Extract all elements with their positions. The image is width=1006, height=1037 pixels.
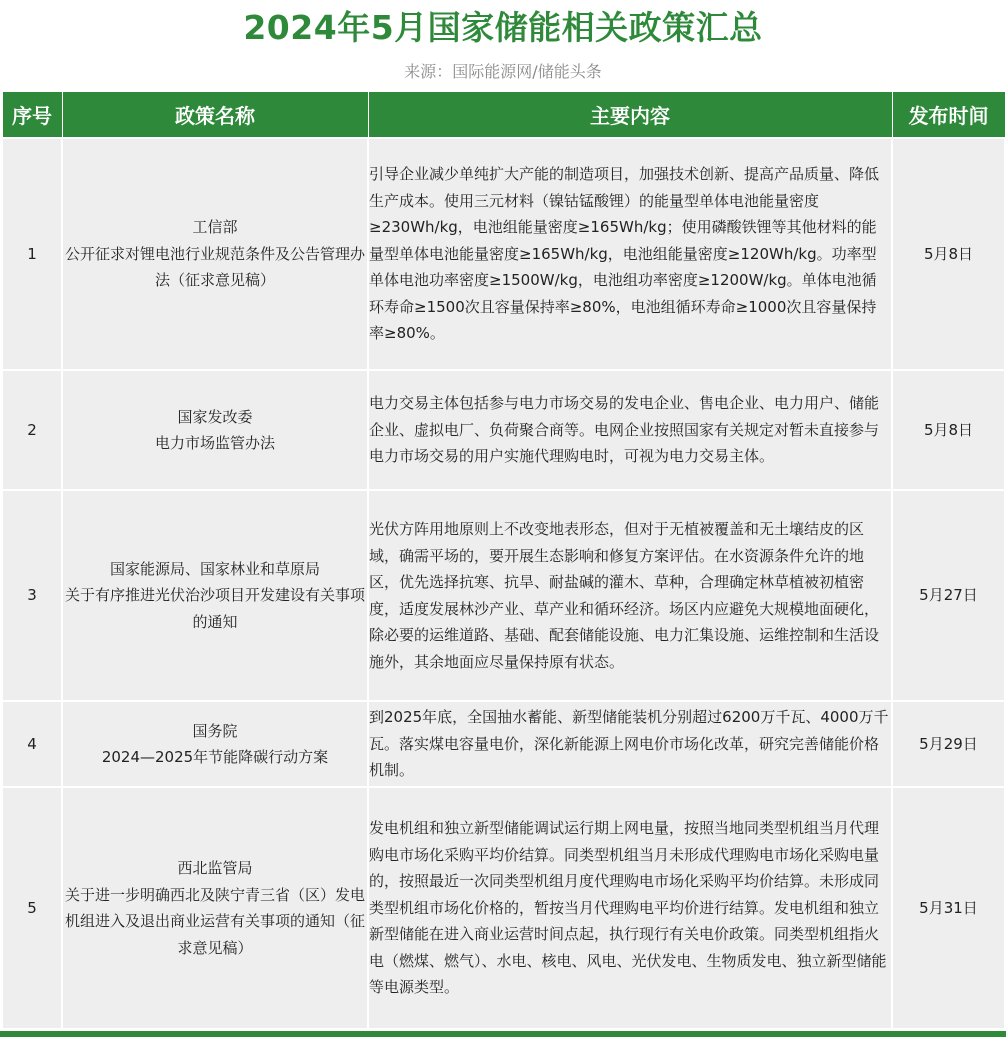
policy-title: 关于进一步明确西北及陕宁青三省（区）发电机组进入及退出商业运营有关事项的通知（征求意见稿） [64, 885, 365, 957]
table-row [2, 490, 1005, 701]
table-row [2, 701, 1005, 787]
column-header-content: 主要内容 [368, 92, 892, 139]
publish-date: 5月8日 [892, 370, 1005, 490]
table-row [2, 787, 1005, 1029]
policy-table [1, 91, 1006, 1030]
policy-content: 发电机组和独立新型储能调试运行期上网电量，按照当地同类型机组当月代理购电市场化采购平均价结算。同类型机组当月未形成代理购电市场化采购电量的，按照最近一次同类型机组月度代理购电市场化采购平均价结算。未形成同类型机组市场化价格的，暂按当月代理购电平均价进行结算。发电机组和独立新型储能在进入商业运营时间点起，执行现行有关电价政策。同类型机组指火电（燃煤、燃气）、水电、核电、风电、光伏发电、生物质发电、独立新型储能等电源类型。 [368, 787, 892, 1029]
policy-issuer: 国家发改委 [177, 407, 253, 426]
policy-content: 引导企业减少单纯扩大产能的制造项目，加强技术创新、提高产品质量、降低生产成本。使用三元材料（镍钴锰酸锂）的能量型单体电池能量密度≥230Wh/kg，电池组能量密度≥165Wh/kg；使用磷酸铁锂等其他材料的能量型单体电池能量密度≥165Wh/kg，电池组能量密度≥120Wh/kg。功率型单体电池功率密度≥1500W/kg，电池组功率密度≥1200W/kg。单体电池循环寿命≥1500次且容量保持率≥80%，电池组循环寿命≥1000次且容量保持率≥80%。 [368, 138, 892, 370]
policy-name-cell [62, 787, 368, 1029]
column-header-date: 发布时间 [892, 92, 1005, 139]
policy-title: 关于有序推进光伏治沙项目开发建设有关事项的通知 [64, 586, 365, 631]
policy-title: 公开征求对锂电池行业规范条件及公告管理办法（征求意见稿） [64, 244, 365, 290]
policy-name-cell [62, 138, 368, 370]
source-note: 来源：国际能源网/储能头条 [404, 62, 602, 81]
table-row [2, 370, 1005, 490]
policy-issuer: 国家能源局、国家林业和草原局 [109, 559, 320, 578]
policy-issuer: 西北监管局 [177, 859, 253, 877]
publish-date: 5月31日 [892, 787, 1005, 1029]
policy-issuer: 工信部 [192, 218, 238, 237]
row-number: 1 [2, 138, 62, 370]
table-header-row [2, 92, 1005, 139]
publish-date: 5月29日 [892, 701, 1005, 787]
row-number: 4 [2, 701, 62, 787]
policy-name-cell [62, 490, 368, 701]
policy-title: 电力市场监管办法 [154, 434, 275, 452]
row-number: 2 [2, 370, 62, 490]
policy-content: 到2025年底，全国抽水蓄能、新型储能装机分别超过6200万千瓦、4000万千瓦。落实煤电容量电价，深化新能源上网电价市场化改革，研究完善储能价格机制。 [368, 701, 892, 787]
row-number: 3 [2, 490, 62, 701]
bottom-divider [0, 1031, 1006, 1037]
column-header-no: 序号 [2, 92, 62, 139]
column-header-name: 政策名称 [62, 92, 368, 139]
publish-date: 5月27日 [892, 490, 1005, 701]
table-row [2, 138, 1005, 370]
policy-name-cell [62, 701, 368, 787]
policy-content: 光伏方阵用地原则上不改变地表形态，但对于无植被覆盖和无土壤结皮的区域，确需平场的，要开展生态影响和修复方案评估。在水资源条件允许的地区，优先选择抗寒、抗旱、耐盐碱的灌木、草种，合理确定林草植被初植密度，适度发展林沙产业、草产业和循环经济。场区内应避免大规模地面硬化，除必要的运维道路、基础、配套储能设施、电力汇集设施、运维控制和生活设施外，其余地面应尽量保持原有状态。 [368, 490, 892, 701]
row-number: 5 [2, 787, 62, 1029]
policy-title: 2024—2025年节能降碳行动方案 [101, 748, 329, 766]
policy-issuer: 国务院 [192, 721, 238, 740]
publish-date: 5月8日 [892, 138, 1005, 370]
page-title: 2024年5月国家储能相关政策汇总 [243, 8, 763, 47]
policy-name-cell [62, 370, 368, 490]
policy-content: 电力交易主体包括参与电力市场交易的发电企业、售电企业、电力用户、储能企业、虚拟电厂、负荷聚合商等。电网企业按照国家有关规定对暂未直接参与电力市场交易的用户实施代理购电时，可视为电力交易主体。 [368, 370, 892, 490]
